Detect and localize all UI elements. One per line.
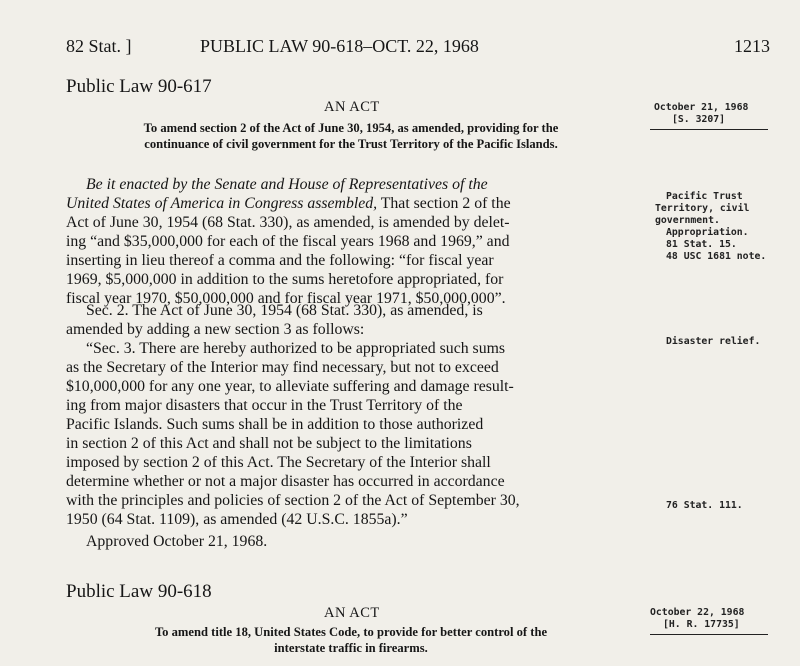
act-title-line: interstate traffic in firearms. [274, 641, 428, 655]
enacting-clause-line1: Be it enacted by the Senate and House of Representatives of the [86, 176, 488, 193]
enactment-date: October 22, 1968 [650, 607, 745, 618]
page-number: 1213 [734, 36, 770, 56]
section-2-line: amended by adding a new section 3 as follows: [66, 321, 365, 338]
running-head-volume: 82 Stat. ] [66, 36, 132, 56]
act-title-line: To amend section 2 of the Act of June 30, 1954, as amended, providing for the [143, 121, 559, 135]
body-line: inserting in lieu thereof a comma and the following: “for fiscal year [66, 252, 494, 269]
body-line: Act of June 30, 1954 (68 Stat. 330), as amended, is amended by delet- [66, 214, 510, 231]
running-head-title: PUBLIC LAW 90-618–OCT. 22, 1968 [200, 36, 479, 56]
margin-note: government. [655, 215, 720, 226]
enacting-italic: United States of America in Congress assembled, [66, 195, 378, 212]
act-label: AN ACT [324, 605, 380, 621]
section-3-line: 1950 (64 Stat. 1109), as amended (42 U.S.C. 1855a).” [66, 511, 408, 528]
act-title [66, 624, 636, 656]
bleed-through [300, 72, 303, 84]
act-title-line: continuance of civil government for the Trust Territory of the Pacific Islands. [144, 137, 558, 151]
bill-number: [S. 3207] [672, 114, 726, 125]
section-3-line: $10,000,000 for any one year, to alleviate suffering and damage result- [66, 378, 514, 395]
body-line: 1969, $5,000,000 in addition to the sums heretofore appropriated, for [66, 271, 504, 288]
bill-number: [H. R. 17735] [663, 619, 740, 630]
section-3-line: in section 2 of this Act and shall not be subject to the limitations [66, 435, 472, 452]
section-2-line: Sec. 2. The Act of June 30, 1954 (68 Stat. 330), as amended, is [86, 302, 483, 319]
law-heading-90-617: Public Law 90-617 [66, 76, 212, 97]
margin-rule [650, 129, 768, 130]
section-3-line: ing from major disasters that occur in the Trust Territory of the [66, 397, 463, 414]
body-line: fiscal year 1970, $50,000,000 and for fiscal year 1971, $50,000,000”. [66, 290, 506, 307]
section-3-line: with the principles and policies of section 2 of the Act of September 30, [66, 492, 520, 509]
section-3-line: Pacific Islands. Such sums shall be in addition to those authorized [66, 416, 484, 433]
act-title [66, 120, 636, 152]
margin-note: Appropriation. [666, 227, 749, 238]
approved-line: Approved October 21, 1968. [86, 533, 268, 550]
margin-note-disaster: Disaster relief. [666, 336, 761, 347]
law-heading-90-618: Public Law 90-618 [66, 581, 212, 602]
margin-note: 81 Stat. 15. [666, 239, 737, 250]
act-label: AN ACT [324, 99, 380, 115]
margin-note: Territory, civil [655, 203, 750, 214]
enacting-rest: That section 2 of the [377, 195, 511, 212]
margin-rule [650, 634, 768, 635]
enactment-date: October 21, 1968 [654, 102, 749, 113]
margin-note: 48 USC 1681 note. [666, 251, 767, 262]
body-line: ing “and $35,000,000 for each of the fiscal years 1968 and 1969,” and [66, 233, 510, 250]
enacting-clause-line2 [66, 194, 511, 213]
margin-note-stat: 76 Stat. 111. [666, 500, 743, 511]
section-3-line: imposed by section 2 of this Act. The Secretary of the Interior shall [66, 454, 491, 471]
margin-note: Pacific Trust [666, 191, 743, 202]
section-3-line: determine whether or not a major disaster has occurred in accordance [66, 473, 505, 490]
section-3-line: as the Secretary of the Interior may find necessary, but not to exceed [66, 359, 499, 376]
section-3-line: “Sec. 3. There are hereby authorized to be appropriated such sums [86, 340, 506, 357]
act-title-line: To amend title 18, United States Code, to provide for better control of the [154, 625, 548, 639]
